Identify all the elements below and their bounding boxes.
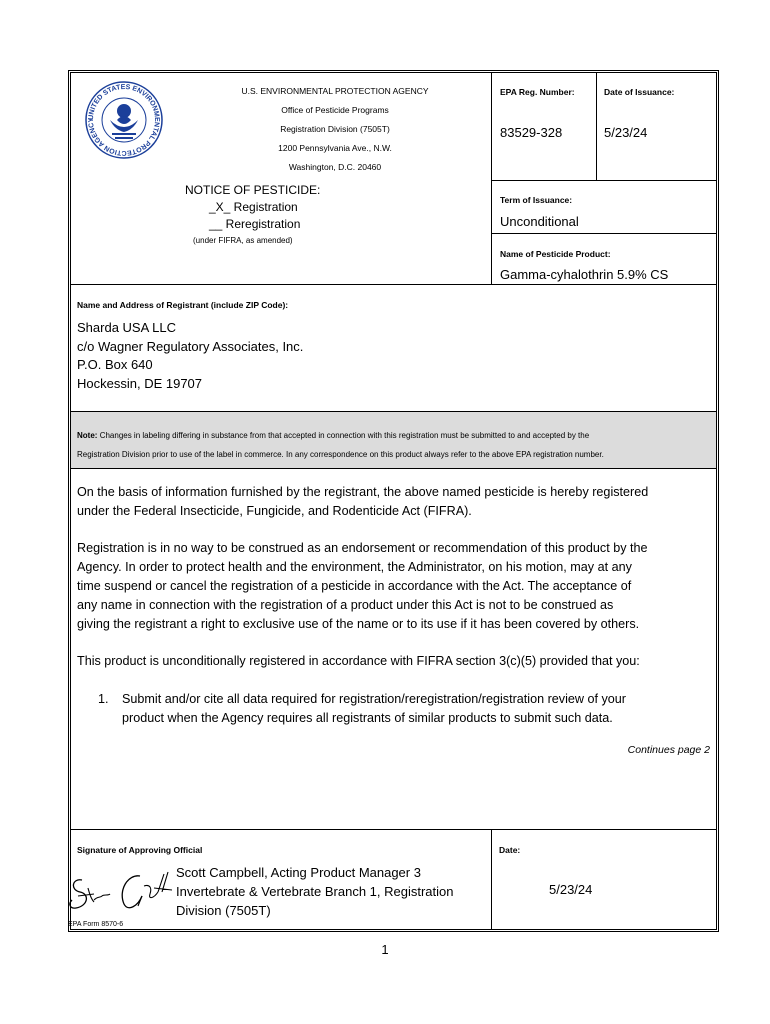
condition-item-number: 1. bbox=[98, 692, 109, 706]
term-value: Unconditional bbox=[500, 214, 579, 229]
registrant-line: P.O. Box 640 bbox=[77, 357, 153, 372]
note-text-2: Registration Division prior to use of the label in commerce. In any correspondence on this product always refer to the above EPA registration number. bbox=[77, 450, 604, 459]
reg-number-value: 83529-328 bbox=[500, 125, 563, 140]
body-paragraph-2-line: time suspend or cancel the registration of a pesticide in accordance with the Act. The acceptance of bbox=[77, 579, 632, 593]
agency-street: 1200 Pennsylvania Ave., N.W. bbox=[278, 143, 392, 153]
registrant-line: Hockessin, DE 19707 bbox=[77, 375, 203, 391]
body-paragraph-2-line: giving the registrant a right to exclusive use of the name or to its use if it has been covered by others. bbox=[77, 617, 640, 631]
body-paragraph-1-line: under the Federal Insecticide, Fungicide, and Rodenticide Act (FIFRA). bbox=[77, 504, 472, 518]
term-label: Term of Issuance: bbox=[500, 195, 573, 205]
notice-reregistration: __ Reregistration bbox=[209, 217, 301, 231]
body-paragraph-2-line: any name in connection with the registration of a product under this Act is not to be construed as bbox=[77, 598, 614, 612]
note-text: Changes in labeling differing in substance from that accepted in connection with this registration must be submitted to and accepted by the bbox=[99, 431, 590, 440]
official-line: Invertebrate & Vertebrate Branch 1, Registration bbox=[176, 884, 454, 899]
registrant-label: Name and Address of Registrant (include ZIP Code): bbox=[77, 300, 289, 310]
notice-registration: _X_ Registration bbox=[209, 200, 298, 214]
registrant-line: c/o Wagner Regulatory Associates, Inc. bbox=[77, 338, 304, 354]
body-paragraph-3: This product is unconditionally registered in accordance with FIFRA section 3(c)(5) provided that you: bbox=[77, 654, 640, 668]
seal-lettering: UNITED STATES ENVIRONMENTAL PROTECTION AGENCY bbox=[87, 83, 161, 157]
agency-name: U.S. ENVIRONMENTAL PROTECTION AGENCY bbox=[241, 86, 429, 96]
form-number: EPA Form 8570-6 bbox=[68, 921, 124, 928]
note-prefix: Note: bbox=[77, 431, 98, 440]
date-label: Date: bbox=[499, 845, 521, 855]
signature-date-value: 5/23/24 bbox=[549, 882, 593, 897]
agency-division: Registration Division (7505T) bbox=[280, 124, 390, 134]
signature-label: Signature of Approving Official bbox=[77, 845, 203, 855]
body-paragraph-2-line: Registration is in no way to be construed as an endorsement or recommendation of this product by the bbox=[77, 541, 648, 555]
agency-city: Washington, D.C. 20460 bbox=[288, 162, 382, 172]
continues-note: Continues page 2 bbox=[627, 744, 710, 756]
issuance-date-value: 5/23/24 bbox=[604, 125, 648, 140]
notice-title: NOTICE OF PESTICIDE: bbox=[185, 183, 321, 197]
handwritten-signature bbox=[68, 866, 178, 922]
official-line: Scott Campbell, Acting Product Manager 3 bbox=[176, 865, 421, 880]
condition-item-line: product when the Agency requires all registrants of similar products to submit such data. bbox=[122, 711, 613, 725]
registrant-line: Sharda USA LLC bbox=[77, 320, 177, 335]
product-value: Gamma-cyhalothrin 5.9% CS bbox=[500, 267, 669, 282]
condition-item-line: Submit and/or cite all data required for registration/reregistration/registration review of your bbox=[122, 692, 626, 706]
official-line: Division (7505T) bbox=[176, 903, 271, 918]
epa-seal bbox=[84, 80, 164, 160]
page-number: 1 bbox=[381, 942, 389, 957]
reg-number-label: EPA Reg. Number: bbox=[500, 87, 575, 97]
body-paragraph-2-line: Agency. In order to protect health and the environment, the Administrator, on his motion, may at any bbox=[77, 560, 632, 574]
product-label: Name of Pesticide Product: bbox=[500, 249, 611, 259]
notice-under: (under FIFRA, as amended) bbox=[193, 236, 293, 245]
body-paragraph-1-line: On the basis of information furnished by the registrant, the above named pesticide is hereby registered bbox=[77, 485, 649, 499]
agency-office: Office of Pesticide Programs bbox=[281, 105, 389, 115]
issuance-date-label: Date of Issuance: bbox=[604, 87, 675, 97]
